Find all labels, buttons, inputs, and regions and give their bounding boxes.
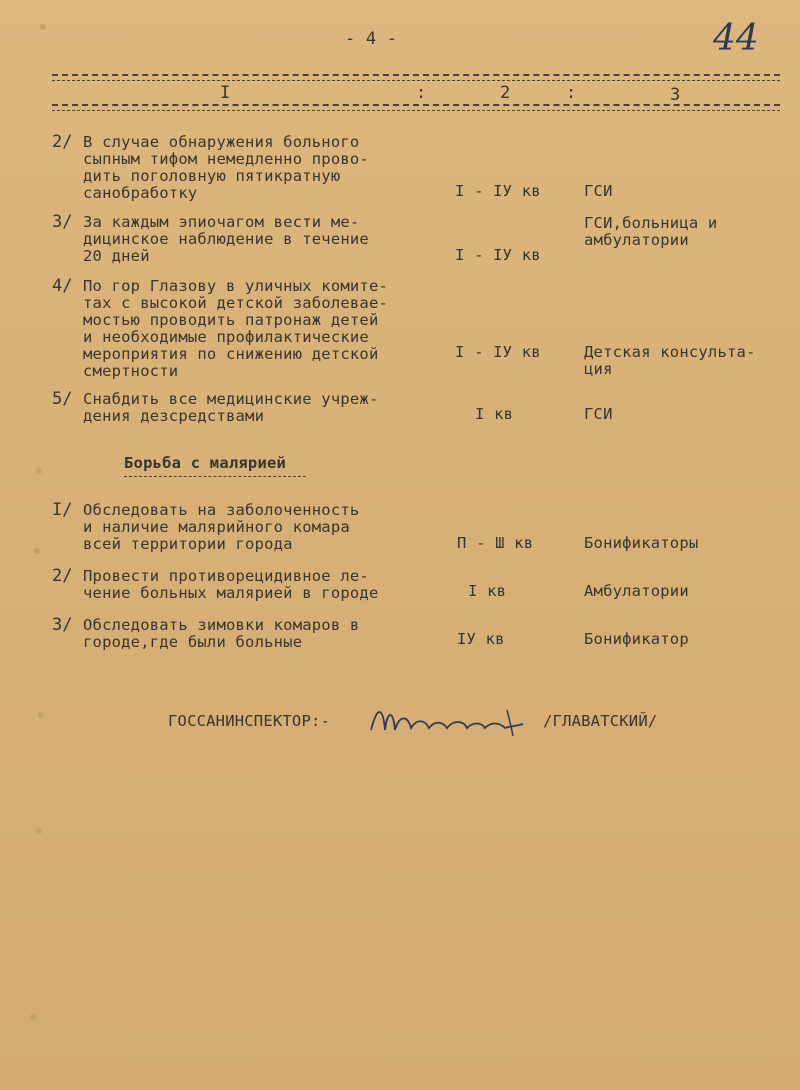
row-text-line: Обследовать на заболоченность xyxy=(83,501,360,519)
row-responsible: ГСИ,больница и xyxy=(584,214,718,232)
row-responsible: ГСИ xyxy=(584,182,613,200)
row-number: 3/ xyxy=(52,212,73,232)
header-rule-top xyxy=(52,74,780,76)
row-text-line: чение больных малярией в городе xyxy=(83,584,379,602)
row-text-line: По гор Глазову в уличных комите- xyxy=(83,277,389,295)
row-text-line: всей территории города xyxy=(83,535,293,553)
column-separator: : xyxy=(566,83,577,103)
row-responsible: Бонификатор xyxy=(584,630,689,648)
punch-hole xyxy=(36,468,42,474)
punch-hole xyxy=(30,1014,36,1020)
row-period: I - IУ кв xyxy=(455,246,541,264)
punch-hole xyxy=(40,24,46,30)
row-number: I/ xyxy=(52,500,73,520)
row-text-line: 20 дней xyxy=(83,247,150,265)
row-text-line: мероприятия по снижению детской xyxy=(83,345,379,363)
row-number: 5/ xyxy=(52,389,73,409)
punch-hole xyxy=(38,712,44,718)
row-text-line: городе,где были больные xyxy=(83,633,303,651)
signature-name: /ГЛАВАТСКИЙ/ xyxy=(543,712,658,730)
row-text-line: Обследовать зимовки комаров в xyxy=(83,616,360,634)
row-text-line: и наличие малярийного комара xyxy=(83,518,350,536)
row-text-line: мостью проводить патронаж детей xyxy=(83,311,379,329)
row-number: 2/ xyxy=(52,566,73,586)
row-text-line: дицинское наблюдение в течение xyxy=(83,230,369,248)
row-period: I - IУ кв xyxy=(455,343,541,361)
row-text-line: В случае обнаружения больного xyxy=(83,133,360,151)
row-text-line: Провести противорецидивное ле- xyxy=(83,567,369,585)
section-title-underline xyxy=(124,476,306,477)
row-number: 2/ xyxy=(52,132,73,152)
row-number: 4/ xyxy=(52,276,73,296)
column-header-2: 2 xyxy=(500,83,511,103)
row-number: 3/ xyxy=(52,615,73,635)
row-text-line: дить поголовную пятикратную xyxy=(83,167,341,185)
header-rule-bottom-2 xyxy=(52,110,780,111)
archive-page-number: 44 xyxy=(713,18,759,59)
row-period: I кв xyxy=(468,582,507,600)
header-rule-top-2 xyxy=(52,80,780,81)
signature-title: ГОССАНИНСПЕКТОР:- xyxy=(168,712,331,730)
row-text-line: дения дезсредствами xyxy=(83,407,265,425)
punch-hole xyxy=(36,828,42,834)
row-period: I - IУ кв xyxy=(455,182,541,200)
row-responsible: амбулатории xyxy=(584,231,689,249)
row-text-line: тах с высокой детской заболевае- xyxy=(83,294,389,312)
row-period: I кв xyxy=(475,405,514,423)
page-number: - 4 - xyxy=(345,29,398,49)
row-text-line: сыпным тифом немедленно прово- xyxy=(83,150,369,168)
row-responsible: Детская консульта- xyxy=(584,343,756,361)
row-responsible: ция xyxy=(584,360,613,378)
column-header-3: 3 xyxy=(670,85,681,105)
row-responsible: Амбулатории xyxy=(584,582,689,600)
punch-hole xyxy=(34,548,40,554)
column-header-1: I xyxy=(220,83,231,103)
row-text-line: Снабдить все медицинские учреж- xyxy=(83,390,379,408)
header-rule-bottom xyxy=(52,104,780,106)
row-text-line: смертности xyxy=(83,362,179,380)
handwritten-signature xyxy=(367,700,527,740)
row-responsible: Бонификаторы xyxy=(584,534,699,552)
column-separator: : xyxy=(416,83,427,103)
row-responsible: ГСИ xyxy=(584,405,613,423)
row-period: П - Ш кв xyxy=(457,534,534,552)
section-title: Борьба с малярией xyxy=(124,454,287,472)
row-text-line: санобработку xyxy=(83,184,198,202)
row-period: IУ кв xyxy=(457,630,505,648)
row-text-line: и необходимые профилактические xyxy=(83,328,369,346)
row-text-line: За каждым эпиочагом вести ме- xyxy=(83,213,360,231)
